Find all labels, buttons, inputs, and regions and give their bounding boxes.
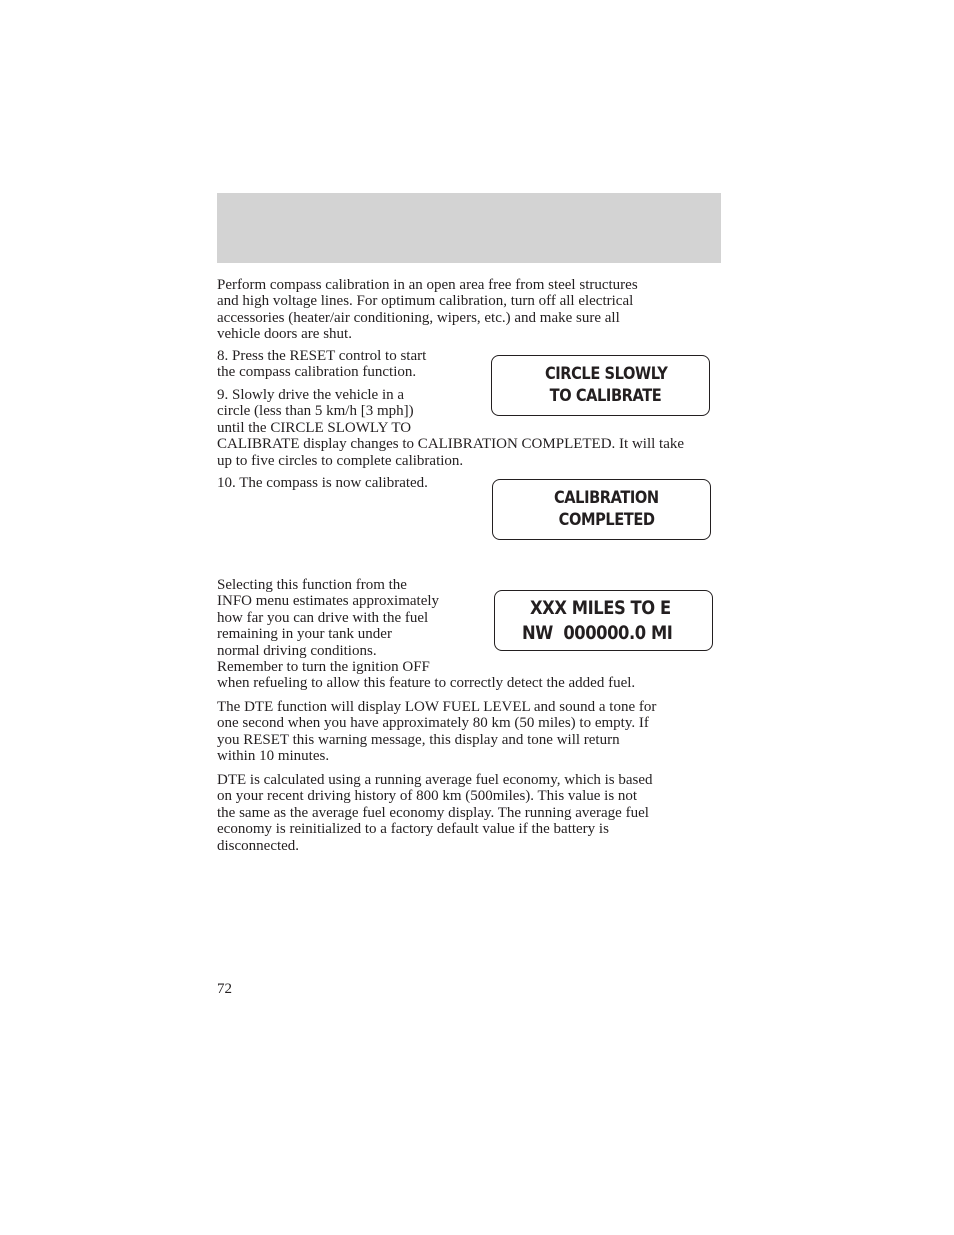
display-line-1: CIRCLE SLOWLY — [545, 364, 668, 384]
display-line-2: COMPLETED — [554, 510, 655, 530]
display-line-2: NW 000000.0 MI — [522, 622, 673, 644]
page-number: 72 — [217, 981, 232, 997]
display-line-1: XXX MILES TO E — [530, 597, 671, 619]
dte-intro-paragraph: Selecting this function from the INFO menu estimates approximately how far you can drive with the fuel remaining in your tank under normal driving conditions. Remember to turn the ignition OFF when refueling to allow this feature to correctly detect the added fuel. — [217, 577, 636, 692]
circle-slowly-display — [491, 355, 710, 416]
calibration-intro-paragraph: Perform compass calibration in an open area free from steel structures and high voltage lines. For optimum calibration, turn off all electrical accessories (heater/air conditioning, wipers, etc.) and make sure all vehicle doors are shut. — [217, 277, 638, 343]
step-10-paragraph: 10. The compass is now calibrated. — [217, 475, 428, 491]
dte-warning-paragraph: The DTE function will display LOW FUEL LEVEL and sound a tone for one second when you have approximately 80 km (50 miles) to empty. If you RESET this warning message, this display and tone will return within 10 minutes. — [217, 699, 657, 765]
step-8-paragraph: 8. Press the RESET control to start the compass calibration function. — [217, 348, 427, 381]
display-line-2: TO CALIBRATE — [545, 386, 662, 406]
calibration-completed-display — [492, 479, 711, 540]
section-header-band — [217, 193, 721, 263]
distance-to-empty-display — [494, 590, 713, 651]
dte-calculation-paragraph: DTE is calculated using a running average fuel economy, which is based on your recent driving history of 800 km (500miles). This value is not the same as the average fuel economy display. The running average fuel economy is reinitialized to a factory default value if the battery is disconnected. — [217, 772, 653, 854]
display-line-1: CALIBRATION — [554, 488, 659, 508]
step-9-paragraph: 9. Slowly drive the vehicle in a circle (less than 5 km/h [3 mph]) until the CIRCLE SLOWLY TO CALIBRATE display changes to CALIBRATION COMPLETED. It will take up to five circles to complete calibration. — [217, 387, 685, 469]
